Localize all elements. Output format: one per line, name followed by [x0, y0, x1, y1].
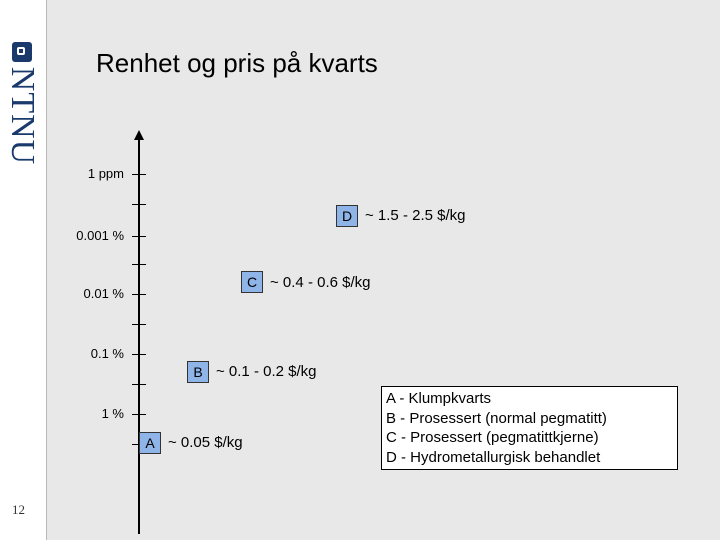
- ntnu-logo: [2, 66, 42, 166]
- axis-label-001pct: 0.01 %: [83, 286, 124, 301]
- category-d-price: ~ 1.5 - 2.5 $/kg: [365, 207, 466, 224]
- axis-minor-tick: [132, 264, 146, 265]
- legend-item-d: D - Hydrometallurgisk behandlet: [386, 448, 601, 466]
- axis-tick-1ppm: [132, 174, 146, 175]
- slide-title: Renhet og pris på kvarts: [96, 48, 378, 78]
- axis-label-01pct: 0.1 %: [90, 346, 124, 361]
- axis-tick-01pct: [132, 354, 146, 355]
- axis-label-0001pct: 0.001 %: [76, 228, 124, 243]
- category-a-box: A: [139, 432, 161, 454]
- axis-label-1pct: 1 %: [101, 406, 124, 421]
- legend-item-c: C - Prosessert (pegmatittkjerne): [386, 429, 599, 446]
- category-b-price: ~ 0.1 - 0.2 $/kg: [216, 363, 317, 380]
- category-d-box: D: [336, 205, 358, 227]
- category-b-box: B: [187, 361, 209, 383]
- category-c-box: C: [241, 271, 263, 293]
- ntnu-logo-icon: [12, 42, 32, 62]
- category-c-price: ~ 0.4 - 0.6 $/kg: [270, 274, 371, 291]
- axis-arrow-up-icon: [134, 130, 144, 140]
- slide-number: 12: [12, 502, 25, 517]
- axis-label-1ppm: 1 ppm: [87, 166, 124, 181]
- category-a-price: ~ 0.05 $/kg: [168, 434, 243, 451]
- axis-minor-tick: [132, 384, 146, 385]
- legend-item-b: B - Prosessert (normal pegmatitt): [386, 409, 607, 427]
- legend: [381, 386, 678, 470]
- axis-tick-001pct: [132, 294, 146, 295]
- sidebar-divider: [46, 0, 47, 540]
- legend-item-a: A - Klumpkvarts: [386, 390, 492, 407]
- axis-tick-1pct: [132, 414, 146, 415]
- ntnu-logo-text: NTNU: [4, 66, 41, 166]
- axis-minor-tick: [132, 204, 146, 205]
- axis-tick-0001pct: [132, 236, 146, 237]
- axis-minor-tick: [132, 324, 146, 325]
- purity-axis: [138, 138, 140, 534]
